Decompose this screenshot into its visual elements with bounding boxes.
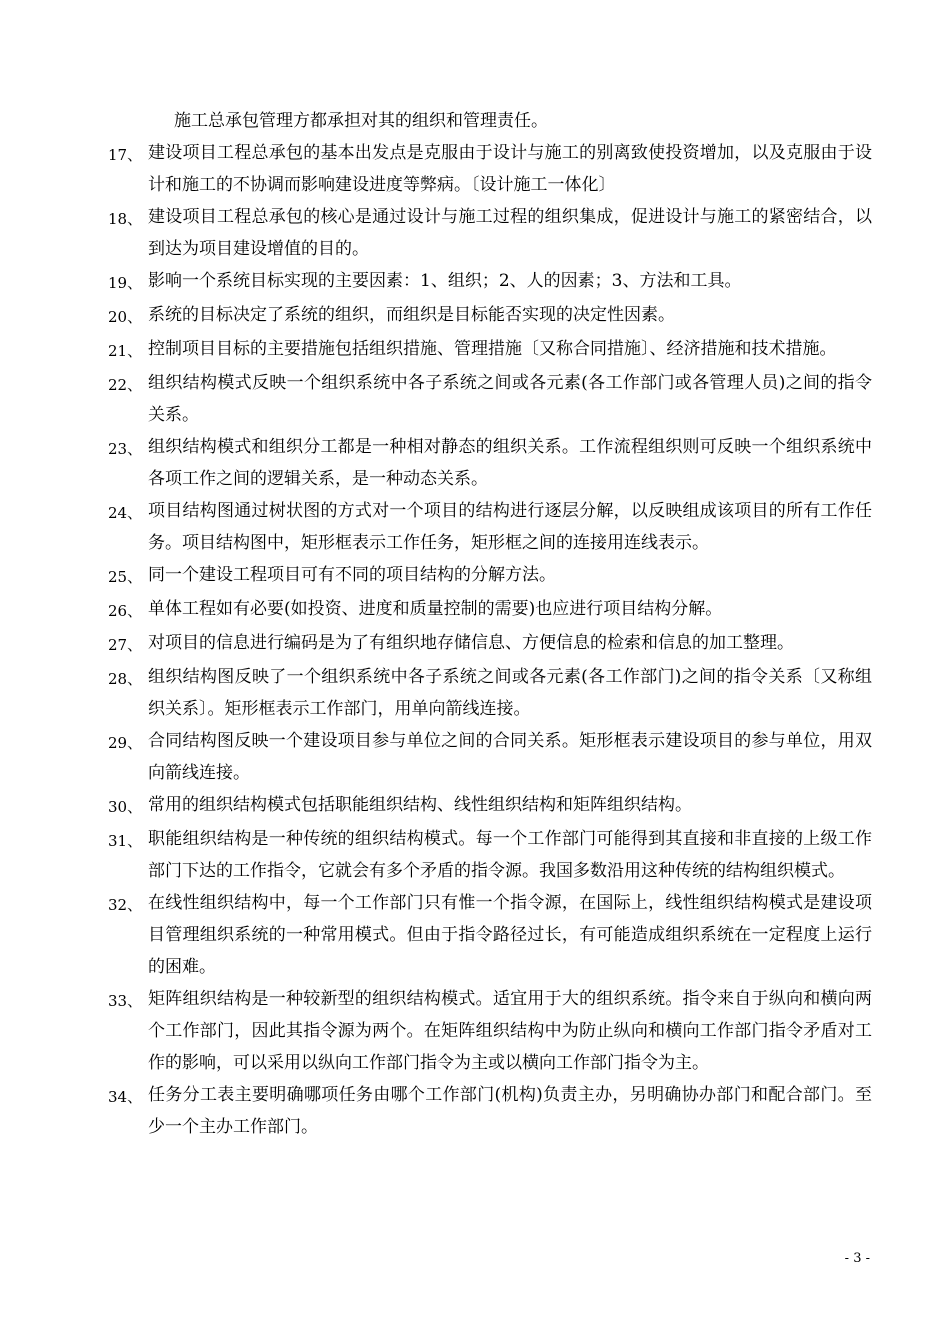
item-number: 18、 (108, 210, 143, 228)
item-number: 26、 (108, 602, 143, 620)
item-text: 项目结构图通过树状图的方式对一个项目的结构进行逐层分解，以反映组成该项目的所有工作任务。项目结构图中，矩形框表示工作任务，矩形框之间的连接用连线表示。 (148, 501, 872, 553)
list-item (108, 495, 872, 559)
list-item (108, 887, 872, 983)
item-number: 32、 (108, 896, 143, 914)
item-text: 控制项目目标的主要措施包括组织措施、管理措施〔又称合同措施〕、经济措施和技术措施。 (148, 339, 837, 359)
item-number: 28、 (108, 670, 143, 688)
item-number: 22、 (108, 376, 143, 394)
list-item (108, 333, 872, 367)
item-number: 23、 (108, 440, 143, 458)
item-text: 组织结构模式反映一个组织系统中各子系统之间或各元素(各工作部门或各管理人员)之间的指令关系。 (148, 373, 872, 425)
item-number: 29、 (108, 734, 143, 752)
item-number: 24、 (108, 504, 143, 522)
item-text: 矩阵组织结构是一种较新型的组织结构模式。适宜用于大的组织系统。指令来自于纵向和横向两个工作部门，因此其指令源为两个。在矩阵组织结构中为防止纵向和横向工作部门指令矛盾对工作的影响，可以采用以纵向工作部门指令为主或以横向工作部门指令为主。 (148, 989, 872, 1073)
list-item (108, 823, 872, 887)
list-item (108, 201, 872, 265)
list-item (108, 593, 872, 627)
list-item (108, 627, 872, 661)
item-number: 21、 (108, 342, 143, 360)
item-number: 33、 (108, 992, 143, 1010)
item-text: 影响一个系统目标实现的主要因素：1、组织；2、人的因素；3、方法和工具。 (148, 271, 742, 291)
numbered-list (108, 137, 872, 1143)
item-text: 组织结构图反映了一个组织系统中各子系统之间或各元素(各工作部门)之间的指令关系〔又称组织关系〕。矩形框表示工作部门，用单向箭线连接。 (148, 667, 872, 719)
item-text: 建设项目工程总承包的基本出发点是克服由于设计与施工的别离致使投资增加，以及克服由于设计和施工的不协调而影响建设进度等弊病。〔设计施工一体化〕 (148, 143, 872, 195)
item-number: 34、 (108, 1088, 143, 1106)
list-item (108, 789, 872, 823)
item-number: 27、 (108, 636, 143, 654)
item-text: 任务分工表主要明确哪项任务由哪个工作部门(机构)负责主办，另明确协办部门和配合部门。至少一个主办工作部门。 (148, 1085, 872, 1137)
item-number: 20、 (108, 308, 143, 326)
item-text: 单体工程如有必要(如投资、进度和质量控制的需要)也应进行项目结构分解。 (148, 599, 723, 619)
item-text: 组织结构模式和组织分工都是一种相对静态的组织关系。工作流程组织则可反映一个组织系统中各项工作之间的逻辑关系，是一种动态关系。 (148, 437, 872, 489)
item-number: 17、 (108, 146, 143, 164)
item-text: 常用的组织结构模式包括职能组织结构、线性组织结构和矩阵组织结构。 (148, 795, 692, 815)
list-item (108, 983, 872, 1079)
item-text: 同一个建设工程项目可有不同的项目结构的分解方法。 (148, 565, 556, 585)
item-text: 建设项目工程总承包的核心是通过设计与施工过程的组织集成，促进设计与施工的紧密结合，以到达为项目建设增值的目的。 (148, 207, 872, 259)
list-item (108, 1079, 872, 1143)
document-body (108, 105, 872, 1143)
list-item (108, 725, 872, 789)
list-item (108, 661, 872, 725)
list-item (108, 431, 872, 495)
list-item (108, 367, 872, 431)
item-number: 25、 (108, 568, 143, 586)
item-text: 系统的目标决定了系统的组织，而组织是目标能否实现的决定性因素。 (148, 305, 675, 325)
continuation-text: 施工总承包管理方都承担对其的组织和管理责任。 (174, 111, 548, 131)
list-item (108, 559, 872, 593)
item-number: 30、 (108, 798, 143, 816)
page-number: - 3 - (844, 1251, 870, 1266)
item-text: 对项目的信息进行编码是为了有组织地存储信息、方便信息的检索和信息的加工整理。 (148, 633, 794, 653)
item-number: 19、 (108, 274, 143, 292)
list-item (108, 137, 872, 201)
item-number: 31、 (108, 832, 143, 850)
item-text: 合同结构图反映一个建设项目参与单位之间的合同关系。矩形框表示建设项目的参与单位，用双向箭线连接。 (148, 731, 872, 783)
item-text: 职能组织结构是一种传统的组织结构模式。每一个工作部门可能得到其直接和非直接的上级工作部门下达的工作指令，它就会有多个矛盾的指令源。我国多数沿用这种传统的结构组织模式。 (148, 829, 872, 881)
item-text: 在线性组织结构中，每一个工作部门只有惟一个指令源，在国际上，线性组织结构模式是建设项目管理组织系统的一种常用模式。但由于指令路径过长，有可能造成组织系统在一定程度上运行的困难。 (148, 893, 872, 977)
list-item (108, 299, 872, 333)
list-item (108, 265, 872, 299)
